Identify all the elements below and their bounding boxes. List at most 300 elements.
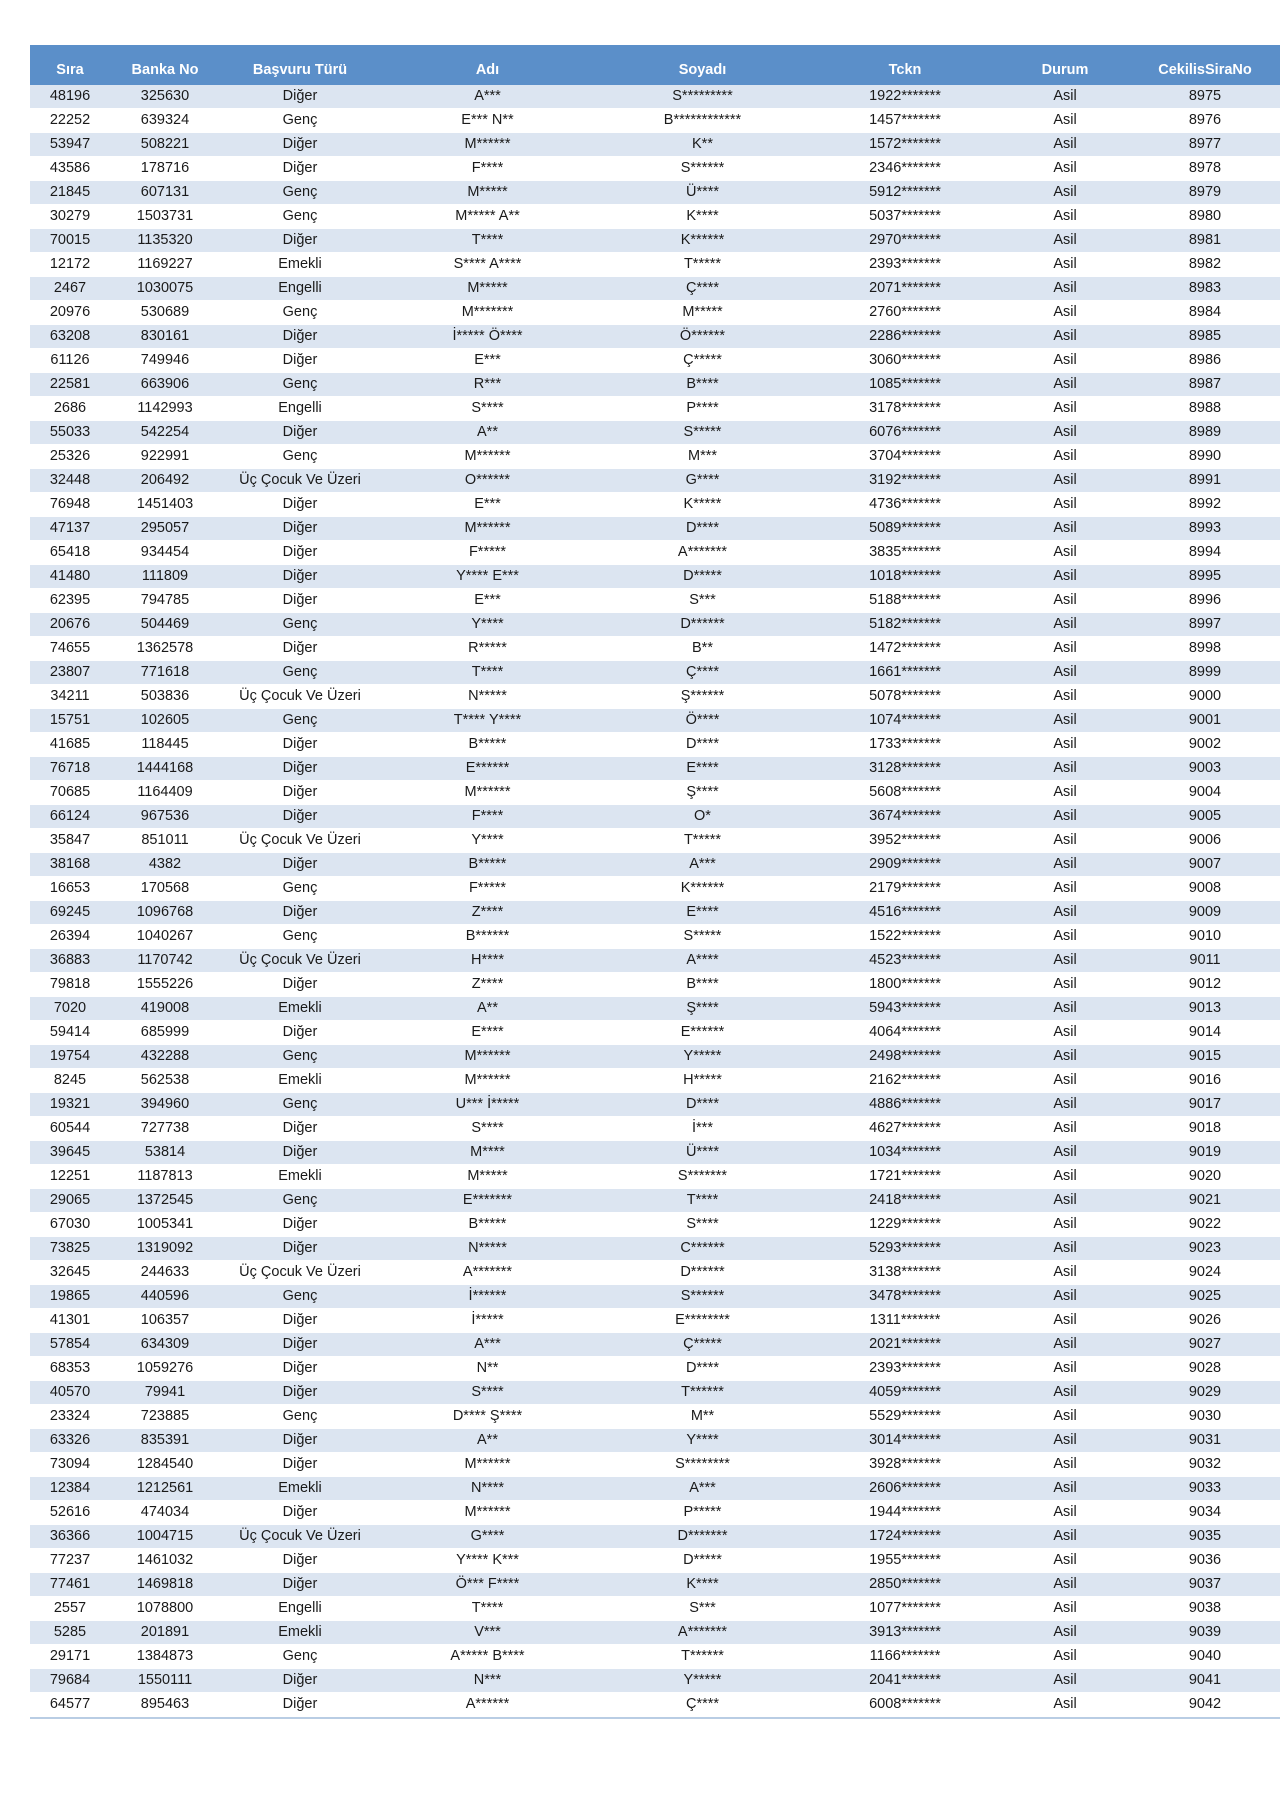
table-row[interactable]: [30, 781, 1280, 805]
cell-tckn: 2346*******: [810, 157, 1000, 181]
cell-bankano: 1040267: [110, 925, 220, 949]
cell-bankano: 504469: [110, 613, 220, 637]
cell-adi: O******: [380, 469, 595, 493]
cell-soyadi: Ş******: [595, 685, 810, 709]
table-row[interactable]: [30, 1093, 1280, 1117]
cell-basvuru: Genç: [220, 301, 380, 325]
cell-sira: 65418: [30, 541, 110, 565]
table-row[interactable]: [30, 685, 1280, 709]
cell-bankano: 530689: [110, 301, 220, 325]
cell-bankano: 1059276: [110, 1357, 220, 1381]
cell-bankano: 295057: [110, 517, 220, 541]
table-row[interactable]: [30, 517, 1280, 541]
table-row[interactable]: [30, 1189, 1280, 1213]
cell-basvuru: Diğer: [220, 1549, 380, 1573]
cell-basvuru: Diğer: [220, 517, 380, 541]
cell-bankano: 851011: [110, 829, 220, 853]
cell-basvuru: Diğer: [220, 757, 380, 781]
cell-adi: M******: [380, 1501, 595, 1525]
cell-bankano: 1555226: [110, 973, 220, 997]
cell-sira: 64577: [30, 1693, 110, 1717]
table-row[interactable]: [30, 1117, 1280, 1141]
cell-adi: E***: [380, 589, 595, 613]
table-row[interactable]: [30, 1165, 1280, 1189]
cell-bankano: 1212561: [110, 1477, 220, 1501]
cell-basvuru: Emekli: [220, 997, 380, 1021]
table-row[interactable]: [30, 1333, 1280, 1357]
cell-soyadi: K**: [595, 133, 810, 157]
cell-tckn: 3060*******: [810, 349, 1000, 373]
cell-cekilis: 8978: [1130, 157, 1280, 181]
table-row[interactable]: [30, 1501, 1280, 1525]
table-row[interactable]: [30, 877, 1280, 901]
cell-tckn: 2909*******: [810, 853, 1000, 877]
cell-sira: 59414: [30, 1021, 110, 1045]
cell-durum: Asil: [1000, 109, 1130, 133]
table-row[interactable]: [30, 1405, 1280, 1429]
cell-tckn: 3192*******: [810, 469, 1000, 493]
cell-durum: Asil: [1000, 301, 1130, 325]
column-header-durum[interactable]: Durum: [1000, 59, 1130, 85]
table-row[interactable]: [30, 613, 1280, 637]
table-row[interactable]: [30, 325, 1280, 349]
cell-tckn: 5037*******: [810, 205, 1000, 229]
cell-tckn: 1018*******: [810, 565, 1000, 589]
cell-cekilis: 9007: [1130, 853, 1280, 877]
cell-durum: Asil: [1000, 325, 1130, 349]
table-row[interactable]: [30, 805, 1280, 829]
table-row[interactable]: [30, 1261, 1280, 1285]
cell-basvuru: Diğer: [220, 1573, 380, 1597]
cell-tckn: 1166*******: [810, 1645, 1000, 1669]
cell-sira: 8245: [30, 1069, 110, 1093]
cell-bankano: 325630: [110, 85, 220, 109]
cell-sira: 20676: [30, 613, 110, 637]
table-row[interactable]: [30, 1141, 1280, 1165]
cell-cekilis: 8987: [1130, 373, 1280, 397]
cell-cekilis: 9029: [1130, 1381, 1280, 1405]
cell-cekilis: 9018: [1130, 1117, 1280, 1141]
table-row[interactable]: [30, 133, 1280, 157]
cell-sira: 69245: [30, 901, 110, 925]
cell-tckn: 1077*******: [810, 1597, 1000, 1621]
cell-adi: A**: [380, 997, 595, 1021]
cell-sira: 76718: [30, 757, 110, 781]
cell-durum: Asil: [1000, 1381, 1130, 1405]
cell-tckn: 5078*******: [810, 685, 1000, 709]
table-row[interactable]: [30, 301, 1280, 325]
cell-sira: 40570: [30, 1381, 110, 1405]
cell-soyadi: T******: [595, 1645, 810, 1669]
cell-sira: 48196: [30, 85, 110, 109]
cell-adi: N*****: [380, 1237, 595, 1261]
cell-adi: A***: [380, 85, 595, 109]
cell-cekilis: 9036: [1130, 1549, 1280, 1573]
table-row[interactable]: [30, 1285, 1280, 1309]
cell-bankano: 1319092: [110, 1237, 220, 1261]
cell-cekilis: 8985: [1130, 325, 1280, 349]
table-row[interactable]: [30, 109, 1280, 133]
cell-durum: Asil: [1000, 661, 1130, 685]
table-row[interactable]: [30, 901, 1280, 925]
cell-adi: A**: [380, 1429, 595, 1453]
cell-durum: Asil: [1000, 1405, 1130, 1429]
cell-tckn: 5529*******: [810, 1405, 1000, 1429]
cell-tckn: 3014*******: [810, 1429, 1000, 1453]
cell-tckn: 5293*******: [810, 1237, 1000, 1261]
cell-cekilis: 8977: [1130, 133, 1280, 157]
cell-bankano: 419008: [110, 997, 220, 1021]
cell-soyadi: Ö****: [595, 709, 810, 733]
cell-tckn: 4064*******: [810, 1021, 1000, 1045]
cell-basvuru: Diğer: [220, 325, 380, 349]
table-row[interactable]: [30, 85, 1280, 109]
column-header-tckn[interactable]: Tckn: [810, 59, 1000, 85]
cell-durum: Asil: [1000, 709, 1130, 733]
cell-cekilis: 9011: [1130, 949, 1280, 973]
column-header-cekilis[interactable]: CekilisSiraNo: [1130, 59, 1280, 85]
cell-cekilis: 9012: [1130, 973, 1280, 997]
cell-soyadi: Y*****: [595, 1669, 810, 1693]
cell-durum: Asil: [1000, 1597, 1130, 1621]
cell-soyadi: D*****: [595, 565, 810, 589]
cell-sira: 73094: [30, 1453, 110, 1477]
cell-bankano: 432288: [110, 1045, 220, 1069]
cell-bankano: 663906: [110, 373, 220, 397]
table-row[interactable]: [30, 1381, 1280, 1405]
table-row[interactable]: [30, 1309, 1280, 1333]
cell-tckn: 1522*******: [810, 925, 1000, 949]
table-row[interactable]: [30, 1573, 1280, 1597]
cell-soyadi: K****: [595, 1573, 810, 1597]
cell-adi: A***** B****: [380, 1645, 595, 1669]
cell-sira: 15751: [30, 709, 110, 733]
cell-basvuru: Diğer: [220, 733, 380, 757]
cell-adi: S****: [380, 1381, 595, 1405]
cell-sira: 2557: [30, 1597, 110, 1621]
table-row[interactable]: [30, 445, 1280, 469]
table-row[interactable]: [30, 541, 1280, 565]
table-row[interactable]: [30, 157, 1280, 181]
cell-sira: 66124: [30, 805, 110, 829]
cell-cekilis: 8991: [1130, 469, 1280, 493]
cell-adi: H****: [380, 949, 595, 973]
table-row[interactable]: [30, 373, 1280, 397]
cell-basvuru: Üç Çocuk Ve Üzeri: [220, 685, 380, 709]
cell-bankano: 394960: [110, 1093, 220, 1117]
table-row[interactable]: [30, 709, 1280, 733]
cell-soyadi: S***: [595, 589, 810, 613]
cell-cekilis: 9000: [1130, 685, 1280, 709]
cell-adi: M******: [380, 133, 595, 157]
cell-tckn: 2850*******: [810, 1573, 1000, 1597]
cell-soyadi: Y****: [595, 1429, 810, 1453]
cell-soyadi: E****: [595, 901, 810, 925]
cell-bankano: 1550111: [110, 1669, 220, 1693]
table-row[interactable]: [30, 949, 1280, 973]
cell-bankano: 607131: [110, 181, 220, 205]
cell-durum: Asil: [1000, 1453, 1130, 1477]
cell-adi: E***: [380, 493, 595, 517]
cell-sira: 36883: [30, 949, 110, 973]
cell-soyadi: Ş****: [595, 781, 810, 805]
cell-soyadi: K*****: [595, 493, 810, 517]
cell-soyadi: Ü****: [595, 1141, 810, 1165]
column-header-bankano[interactable]: Banka No: [110, 59, 220, 85]
cell-durum: Asil: [1000, 1237, 1130, 1261]
cell-cekilis: 8995: [1130, 565, 1280, 589]
cell-bankano: 934454: [110, 541, 220, 565]
table-row[interactable]: [30, 829, 1280, 853]
table-row[interactable]: [30, 853, 1280, 877]
table-row[interactable]: [30, 1021, 1280, 1045]
cell-adi: E*** N**: [380, 109, 595, 133]
cell-sira: 22581: [30, 373, 110, 397]
table-row[interactable]: [30, 733, 1280, 757]
cell-sira: 77461: [30, 1573, 110, 1597]
cell-adi: İ*****: [380, 1309, 595, 1333]
cell-basvuru: Diğer: [220, 1357, 380, 1381]
cell-cekilis: 8984: [1130, 301, 1280, 325]
cell-durum: Asil: [1000, 781, 1130, 805]
cell-basvuru: Diğer: [220, 541, 380, 565]
cell-sira: 52616: [30, 1501, 110, 1525]
cell-soyadi: E****: [595, 757, 810, 781]
column-header-soyadi[interactable]: Soyadı: [595, 59, 810, 85]
cell-sira: 38168: [30, 853, 110, 877]
cell-tckn: 5912*******: [810, 181, 1000, 205]
cell-durum: Asil: [1000, 1477, 1130, 1501]
cell-soyadi: S*****: [595, 421, 810, 445]
cell-basvuru: Diğer: [220, 1309, 380, 1333]
table-row[interactable]: [30, 1645, 1280, 1669]
cell-durum: Asil: [1000, 589, 1130, 613]
cell-soyadi: D******: [595, 1261, 810, 1285]
cell-soyadi: D******: [595, 613, 810, 637]
cell-bankano: 1135320: [110, 229, 220, 253]
cell-soyadi: D*******: [595, 1525, 810, 1549]
table-row[interactable]: [30, 1045, 1280, 1069]
cell-sira: 76948: [30, 493, 110, 517]
table-row[interactable]: [30, 277, 1280, 301]
cell-soyadi: A*******: [595, 1621, 810, 1645]
cell-durum: Asil: [1000, 1261, 1130, 1285]
cell-durum: Asil: [1000, 469, 1130, 493]
cell-bankano: 111809: [110, 565, 220, 589]
cell-basvuru: Diğer: [220, 901, 380, 925]
cell-adi: F****: [380, 157, 595, 181]
cell-sira: 55033: [30, 421, 110, 445]
cell-durum: Asil: [1000, 1021, 1130, 1045]
cell-durum: Asil: [1000, 685, 1130, 709]
table-row[interactable]: [30, 1693, 1280, 1717]
cell-sira: 63326: [30, 1429, 110, 1453]
cell-adi: E*******: [380, 1189, 595, 1213]
table-row[interactable]: [30, 1621, 1280, 1645]
table-row[interactable]: [30, 229, 1280, 253]
cell-soyadi: D****: [595, 733, 810, 757]
table-row[interactable]: [30, 397, 1280, 421]
cell-adi: T****: [380, 661, 595, 685]
cell-bankano: 1503731: [110, 205, 220, 229]
cell-bankano: 4382: [110, 853, 220, 877]
cell-sira: 68353: [30, 1357, 110, 1381]
cell-basvuru: Diğer: [220, 1429, 380, 1453]
cell-cekilis: 9034: [1130, 1501, 1280, 1525]
table-row[interactable]: [30, 1453, 1280, 1477]
cell-bankano: 562538: [110, 1069, 220, 1093]
cell-cekilis: 9026: [1130, 1309, 1280, 1333]
cell-bankano: 244633: [110, 1261, 220, 1285]
cell-tckn: 1955*******: [810, 1549, 1000, 1573]
cell-sira: 5285: [30, 1621, 110, 1645]
column-header-basvuru[interactable]: Başvuru Türü: [220, 59, 380, 85]
cell-tckn: 1085*******: [810, 373, 1000, 397]
cell-adi: Y**** E***: [380, 565, 595, 589]
cell-tckn: 3704*******: [810, 445, 1000, 469]
table-row[interactable]: [30, 997, 1280, 1021]
cell-basvuru: Diğer: [220, 1501, 380, 1525]
column-header-adi[interactable]: Adı: [380, 59, 595, 85]
cell-durum: Asil: [1000, 1645, 1130, 1669]
cell-tckn: 1944*******: [810, 1501, 1000, 1525]
cell-soyadi: C******: [595, 1237, 810, 1261]
table-row[interactable]: [30, 1669, 1280, 1693]
cell-sira: 16653: [30, 877, 110, 901]
cell-soyadi: D****: [595, 1093, 810, 1117]
table-row[interactable]: [30, 1429, 1280, 1453]
cell-sira: 32645: [30, 1261, 110, 1285]
cell-cekilis: 9028: [1130, 1357, 1280, 1381]
table-row[interactable]: [30, 1213, 1280, 1237]
cell-adi: Y****: [380, 613, 595, 637]
cell-soyadi: S*******: [595, 1165, 810, 1189]
cell-soyadi: T******: [595, 1381, 810, 1405]
cell-sira: 7020: [30, 997, 110, 1021]
cell-soyadi: T****: [595, 1189, 810, 1213]
cell-durum: Asil: [1000, 1309, 1130, 1333]
table-row[interactable]: [30, 1597, 1280, 1621]
cell-tckn: 3928*******: [810, 1453, 1000, 1477]
cell-durum: Asil: [1000, 1093, 1130, 1117]
cell-soyadi: O*: [595, 805, 810, 829]
table-bottom-rule: [30, 1717, 1280, 1719]
cell-sira: 67030: [30, 1213, 110, 1237]
cell-sira: 32448: [30, 469, 110, 493]
cell-sira: 60544: [30, 1117, 110, 1141]
cell-basvuru: Diğer: [220, 1213, 380, 1237]
table-row[interactable]: [30, 925, 1280, 949]
cell-durum: Asil: [1000, 733, 1130, 757]
cell-cekilis: 8976: [1130, 109, 1280, 133]
cell-tckn: 1074*******: [810, 709, 1000, 733]
cell-sira: 29065: [30, 1189, 110, 1213]
cell-basvuru: Üç Çocuk Ve Üzeri: [220, 829, 380, 853]
table-row[interactable]: [30, 1357, 1280, 1381]
cell-soyadi: B**: [595, 637, 810, 661]
table-row[interactable]: [30, 205, 1280, 229]
cell-basvuru: Emekli: [220, 1069, 380, 1093]
table-row[interactable]: [30, 757, 1280, 781]
table-row[interactable]: [30, 1525, 1280, 1549]
cell-sira: 34211: [30, 685, 110, 709]
table-row[interactable]: [30, 973, 1280, 997]
column-header-sira[interactable]: Sıra: [30, 59, 110, 85]
cell-durum: Asil: [1000, 877, 1130, 901]
table-row[interactable]: [30, 661, 1280, 685]
cell-basvuru: Diğer: [220, 565, 380, 589]
cell-bankano: 1142993: [110, 397, 220, 421]
cell-cekilis: 8990: [1130, 445, 1280, 469]
table-row[interactable]: [30, 253, 1280, 277]
cell-bankano: 440596: [110, 1285, 220, 1309]
cell-tckn: 2970*******: [810, 229, 1000, 253]
table-row[interactable]: [30, 637, 1280, 661]
cell-bankano: 794785: [110, 589, 220, 613]
cell-durum: Asil: [1000, 229, 1130, 253]
cell-soyadi: A***: [595, 1477, 810, 1501]
cell-bankano: 1004715: [110, 1525, 220, 1549]
cell-basvuru: Diğer: [220, 637, 380, 661]
cell-adi: B******: [380, 925, 595, 949]
cell-bankano: 1461032: [110, 1549, 220, 1573]
cell-bankano: 508221: [110, 133, 220, 157]
cell-sira: 36366: [30, 1525, 110, 1549]
table-row[interactable]: [30, 1237, 1280, 1261]
cell-soyadi: G****: [595, 469, 810, 493]
cell-tckn: 1457*******: [810, 109, 1000, 133]
cell-cekilis: 8981: [1130, 229, 1280, 253]
cell-tckn: 1034*******: [810, 1141, 1000, 1165]
cell-basvuru: Diğer: [220, 1669, 380, 1693]
table-row[interactable]: [30, 469, 1280, 493]
cell-adi: N***: [380, 1669, 595, 1693]
cell-cekilis: 8998: [1130, 637, 1280, 661]
cell-adi: M******: [380, 1045, 595, 1069]
table-row[interactable]: [30, 565, 1280, 589]
cell-cekilis: 8986: [1130, 349, 1280, 373]
cell-bankano: 1030075: [110, 277, 220, 301]
table-row[interactable]: [30, 421, 1280, 445]
table-row[interactable]: [30, 181, 1280, 205]
cell-tckn: 2606*******: [810, 1477, 1000, 1501]
cell-basvuru: Genç: [220, 709, 380, 733]
cell-soyadi: Ç*****: [595, 1333, 810, 1357]
cell-cekilis: 9006: [1130, 829, 1280, 853]
cell-bankano: 1078800: [110, 1597, 220, 1621]
cell-adi: B*****: [380, 853, 595, 877]
table-row[interactable]: [30, 493, 1280, 517]
table-row[interactable]: [30, 1069, 1280, 1093]
cell-soyadi: S******: [595, 157, 810, 181]
cell-adi: M*******: [380, 301, 595, 325]
table-row[interactable]: [30, 1549, 1280, 1573]
cell-basvuru: Diğer: [220, 157, 380, 181]
cell-soyadi: D****: [595, 1357, 810, 1381]
cell-basvuru: Genç: [220, 109, 380, 133]
table-row[interactable]: [30, 589, 1280, 613]
table-header-band: [30, 45, 1280, 59]
table-row[interactable]: [30, 1477, 1280, 1501]
cell-cekilis: 9032: [1130, 1453, 1280, 1477]
cell-sira: 79818: [30, 973, 110, 997]
cell-basvuru: Diğer: [220, 1693, 380, 1717]
cell-basvuru: Diğer: [220, 973, 380, 997]
table-row[interactable]: [30, 349, 1280, 373]
cell-cekilis: 9002: [1130, 733, 1280, 757]
cell-tckn: 3138*******: [810, 1261, 1000, 1285]
cell-sira: 2686: [30, 397, 110, 421]
